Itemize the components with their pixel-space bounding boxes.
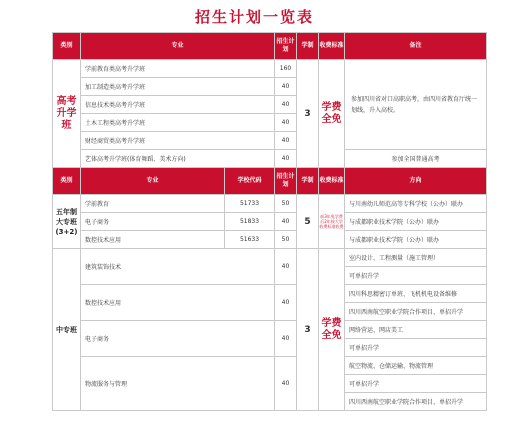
header-quota: 招生计划 (275, 168, 297, 195)
header-major: 专业 (81, 168, 225, 195)
direction-cell: 与川南幼儿师范高等专科学校（公办）联办 (345, 195, 487, 213)
direction-cell: 可单招升学 (345, 375, 487, 393)
quota-cell: 40 (275, 150, 297, 168)
major-cell: 电子商务 (81, 321, 275, 357)
fee-cell: 前3年免学费后2年按大学收费标准收费 (319, 195, 345, 249)
table-row (53, 231, 487, 249)
direction-cell: 四川西南航空职业学院合作项目、单招升学 (345, 303, 487, 321)
major-cell: 电子商务 (81, 213, 225, 231)
quota-cell: 40 (275, 285, 297, 321)
quota-cell: 40 (275, 249, 297, 285)
quota-cell: 40 (275, 114, 297, 132)
years-cell: 5 (297, 195, 319, 249)
code-cell: 51833 (225, 213, 275, 231)
quota-cell: 40 (275, 357, 297, 411)
quota-cell: 160 (275, 60, 297, 78)
quota-cell: 40 (275, 321, 297, 357)
major-cell: 数控技术应用 (81, 231, 225, 249)
years-cell: 3 (297, 249, 319, 411)
header-years: 学制 (297, 168, 319, 195)
header-major: 专业 (81, 33, 275, 60)
remark-cell: 参加四川省对口高职高考，由四川省教育厅统一划线，升入高校。 (345, 60, 487, 150)
header-row-1 (53, 33, 487, 60)
major-cell: 建筑装饰技术 (81, 249, 275, 285)
direction-cell: 可单招升学 (345, 339, 487, 357)
major-cell: 物流服务与管理 (81, 357, 275, 411)
header-fee: 收费标准 (319, 33, 345, 60)
table-row (53, 60, 487, 78)
major-cell: 数控技术应用 (81, 285, 275, 321)
code-cell: 51633 (225, 231, 275, 249)
header-row-2 (53, 168, 487, 195)
direction-cell: 网络营运、网店美工 (345, 321, 487, 339)
fee-cell: 学费全免 (319, 60, 345, 168)
table-row (53, 285, 487, 303)
major-cell: 加工制造类高考升学班 (81, 78, 275, 96)
years-cell: 3 (297, 60, 319, 168)
table-row (53, 150, 487, 168)
header-direction: 方向 (345, 168, 487, 195)
page-title: 招生计划一览表 (194, 8, 314, 26)
code-cell: 51733 (225, 195, 275, 213)
quota-cell: 50 (275, 195, 297, 213)
header-category: 类别 (53, 33, 81, 60)
section-college-name: 五年制大专班(3+2) (53, 195, 81, 249)
header-fee: 收费标准 (319, 168, 345, 195)
header-years: 学制 (297, 33, 319, 60)
table-row (53, 213, 487, 231)
direction-cell: 航空物流、仓储运输、物流管理 (345, 357, 487, 375)
major-cell: 财经商贸类高考升学班 (81, 132, 275, 150)
direction-cell: 与成都职业技术学院（公办）联办 (345, 213, 487, 231)
header-remarks: 备注 (345, 33, 487, 60)
quota-cell: 40 (275, 96, 297, 114)
section-vocational-name: 中专班 (53, 249, 81, 411)
direction-cell: 室内设计、工程测量（施工管理） (345, 249, 487, 267)
enrollment-table (52, 32, 487, 411)
remark-cell: 参加全国普通高考 (345, 150, 487, 168)
quota-cell: 40 (275, 132, 297, 150)
direction-cell: 与成都职业技术学院（公办）联办 (345, 231, 487, 249)
direction-cell: 可单招升学 (345, 267, 487, 285)
fee-cell: 学费全免 (319, 249, 345, 411)
table-row (53, 249, 487, 267)
quota-cell: 50 (275, 231, 297, 249)
major-cell: 信息技术类高考升学班 (81, 96, 275, 114)
header-category: 类别 (53, 168, 81, 195)
header-code: 学校代码 (225, 168, 275, 195)
table-row (53, 321, 487, 339)
major-cell: 学前教育 (81, 195, 225, 213)
direction-cell: 四川科思精密订单班、飞机机电设备维修 (345, 285, 487, 303)
quota-cell: 40 (275, 78, 297, 96)
table-row (53, 195, 487, 213)
table-row (53, 357, 487, 375)
header-quota: 招生计划 (275, 33, 297, 60)
major-cell: 艺体高考升学班(体育舞蹈、美术方向) (81, 150, 275, 168)
major-cell: 学前教育类高考升学班 (81, 60, 275, 78)
section-gaokao-name: 高考升学班 (53, 60, 81, 168)
quota-cell: 40 (275, 213, 297, 231)
direction-cell: 四川西南航空职业学院合作项目、单招升学 (345, 393, 487, 411)
major-cell: 土木工程类高考升学班 (81, 114, 275, 132)
